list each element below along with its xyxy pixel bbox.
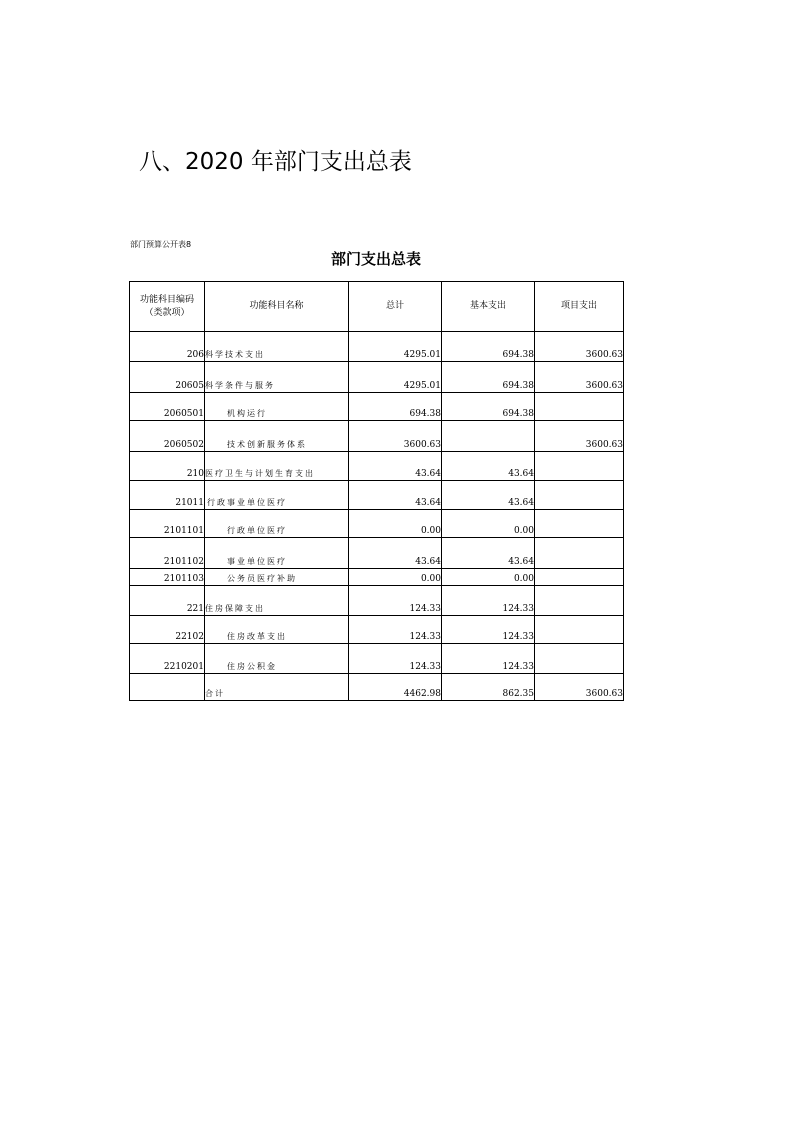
row-total: 4295.01 <box>349 362 442 393</box>
header-basic: 基本支出 <box>442 282 535 332</box>
row-total: 43.64 <box>349 452 442 481</box>
row-code: 2101103 <box>130 569 205 586</box>
row-project <box>535 510 624 538</box>
total-row-code <box>130 674 205 701</box>
row-basic: 694.38 <box>442 362 535 393</box>
row-project: 3600.63 <box>535 421 624 452</box>
row-basic: 0.00 <box>442 569 535 586</box>
row-total: 43.64 <box>349 538 442 569</box>
table-row <box>130 332 624 362</box>
row-code: 206 <box>130 332 205 362</box>
row-name: 科学技术支出 <box>205 332 349 362</box>
table-title: 部门支出总表 <box>330 250 421 268</box>
total-row-basic: 862.35 <box>442 674 535 701</box>
header-code-line2: （类款项） <box>144 307 190 318</box>
row-name: 技术创新服务体系 <box>205 421 349 452</box>
table-code-label: 部门预算公开表8 <box>130 240 192 249</box>
row-total: 124.33 <box>349 586 442 616</box>
header-total: 总计 <box>349 282 442 332</box>
table-row <box>130 481 624 510</box>
table-row <box>130 421 624 452</box>
table-total-row <box>130 674 624 701</box>
table-row <box>130 510 624 538</box>
row-code: 22102 <box>130 616 205 644</box>
table-header-row <box>130 282 624 332</box>
row-project <box>535 569 624 586</box>
row-code: 2060502 <box>130 421 205 452</box>
row-project <box>535 586 624 616</box>
table-row <box>130 586 624 616</box>
table-row <box>130 393 624 421</box>
row-code: 20605 <box>130 362 205 393</box>
row-name: 行政单位医疗 <box>205 510 349 538</box>
row-total: 124.33 <box>349 644 442 674</box>
row-name: 行政事业单位医疗 <box>205 481 349 510</box>
row-name: 科学条件与服务 <box>205 362 349 393</box>
row-code: 2101101 <box>130 510 205 538</box>
row-total: 694.38 <box>349 393 442 421</box>
row-basic: 43.64 <box>442 481 535 510</box>
expense-summary-table <box>129 281 624 701</box>
row-name: 公务员医疗补助 <box>205 569 349 586</box>
table-row <box>130 452 624 481</box>
header-code-line1: 功能科目编码 <box>139 294 194 305</box>
total-row-name: 合计 <box>205 674 349 701</box>
header-name: 功能科目名称 <box>205 282 349 332</box>
row-total: 43.64 <box>349 481 442 510</box>
row-code: 2101102 <box>130 538 205 569</box>
total-row-project: 3600.63 <box>535 674 624 701</box>
row-project <box>535 393 624 421</box>
row-code: 21011 <box>130 481 205 510</box>
row-code: 221 <box>130 586 205 616</box>
row-basic: 0.00 <box>442 510 535 538</box>
row-name: 事业单位医疗 <box>205 538 349 569</box>
total-row-total: 4462.98 <box>349 674 442 701</box>
row-basic: 124.33 <box>442 616 535 644</box>
row-project: 3600.63 <box>535 332 624 362</box>
table-row <box>130 616 624 644</box>
table-row <box>130 569 624 586</box>
header-code <box>130 282 205 332</box>
table-row <box>130 362 624 393</box>
row-name: 机构运行 <box>205 393 349 421</box>
row-total: 0.00 <box>349 569 442 586</box>
row-name: 住房改革支出 <box>205 616 349 644</box>
table-row <box>130 644 624 674</box>
row-basic: 124.33 <box>442 586 535 616</box>
row-total: 3600.63 <box>349 421 442 452</box>
row-project <box>535 538 624 569</box>
row-code: 210 <box>130 452 205 481</box>
row-code: 2060501 <box>130 393 205 421</box>
row-project <box>535 644 624 674</box>
row-basic: 694.38 <box>442 332 535 362</box>
row-basic: 43.64 <box>442 538 535 569</box>
row-project: 3600.63 <box>535 362 624 393</box>
row-total: 4295.01 <box>349 332 442 362</box>
header-project: 项目支出 <box>535 282 624 332</box>
row-basic: 694.38 <box>442 393 535 421</box>
row-project <box>535 481 624 510</box>
row-name: 住房保障支出 <box>205 586 349 616</box>
row-basic <box>442 421 535 452</box>
row-project <box>535 616 624 644</box>
row-project <box>535 452 624 481</box>
row-code: 2210201 <box>130 644 205 674</box>
row-basic: 124.33 <box>442 644 535 674</box>
row-total: 0.00 <box>349 510 442 538</box>
row-name: 医疗卫生与计划生育支出 <box>205 452 349 481</box>
table-row <box>130 538 624 569</box>
row-name: 住房公积金 <box>205 644 349 674</box>
row-basic: 43.64 <box>442 452 535 481</box>
section-heading: 八、2020 年部门支出总表 <box>139 149 412 175</box>
row-total: 124.33 <box>349 616 442 644</box>
